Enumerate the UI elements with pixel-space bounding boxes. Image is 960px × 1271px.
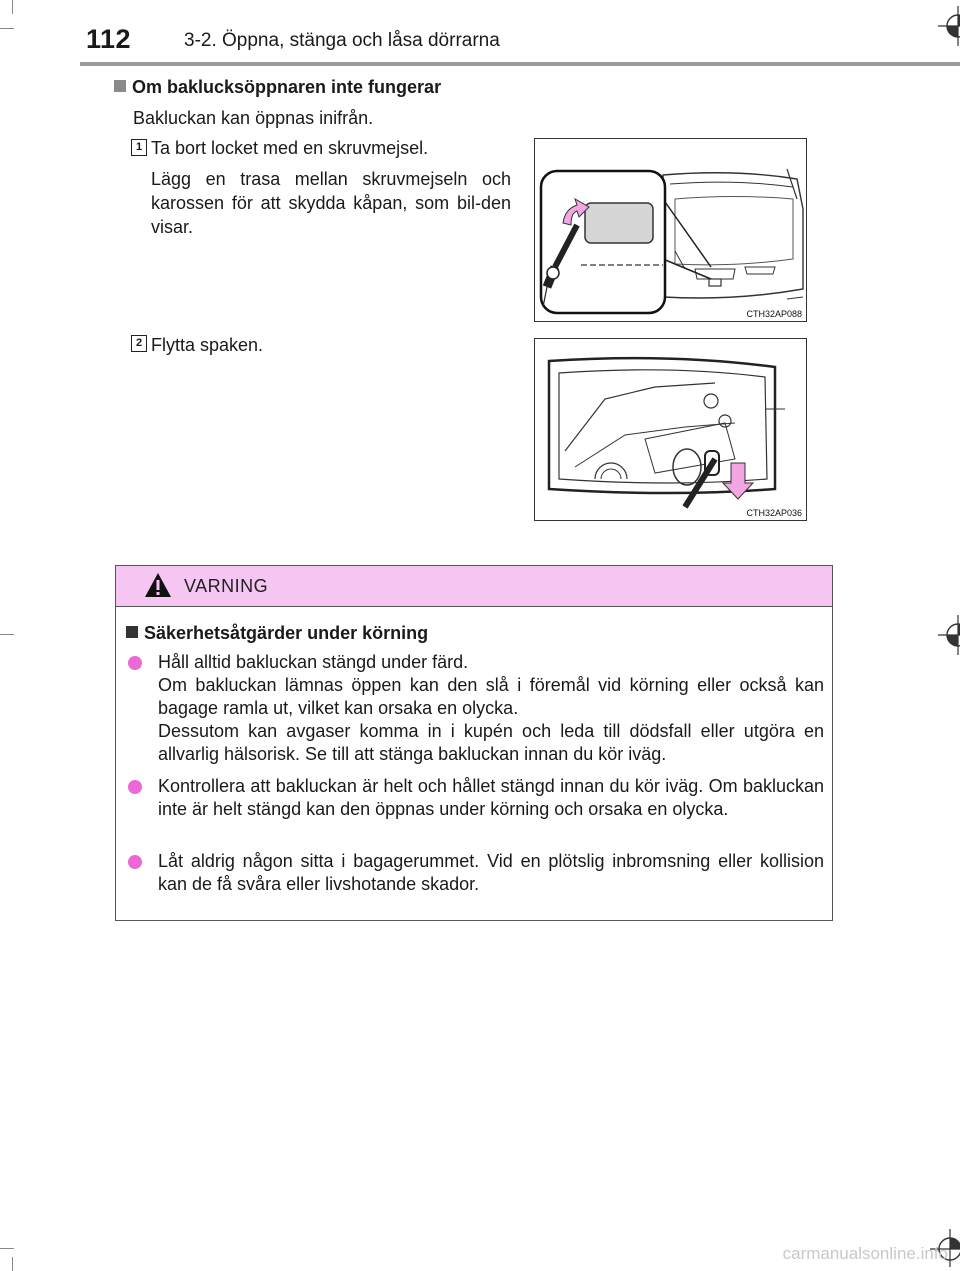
- watermark: carmanualsonline.info: [782, 1244, 948, 1263]
- crop-mark: [12, 1257, 13, 1271]
- bullet-dot-icon: [128, 780, 142, 794]
- bullet-dot-icon: [128, 855, 142, 869]
- crop-mark: [0, 28, 14, 29]
- warning-item-1: [158, 651, 824, 766]
- warning-item-2-line-1: Kontrollera att bakluckan är helt och hållet stängd innan du kör iväg. Om bakluckan inte är helt stängd kan den öppnas under körning och orsaka en olycka.: [158, 776, 824, 819]
- registration-mark-icon: [938, 615, 960, 655]
- lever-illustration: [535, 339, 806, 520]
- section-heading: [114, 77, 441, 98]
- square-bullet-icon: [126, 626, 138, 638]
- warning-item-2: [158, 775, 824, 821]
- step-number-2: 2: [131, 335, 147, 352]
- step-1-note: Lägg en trasa mellan skruvmejseln och karossen för att skydda kåpan, som bil-den visar.: [151, 169, 511, 237]
- warning-item-3: [158, 850, 824, 896]
- warning-label: VARNING: [184, 576, 269, 596]
- warning-heading: [126, 623, 428, 644]
- figure-move-lever: [534, 338, 807, 521]
- warning-item-1-line-1: Håll alltid bakluckan stängd under färd.: [158, 652, 469, 672]
- step-1-text: Ta bort locket med en skruvmejsel.: [151, 138, 429, 158]
- step-number-1: 1: [131, 139, 147, 156]
- crop-mark: [0, 1248, 14, 1249]
- bullet-dot-icon: [128, 656, 142, 670]
- section-title: 3-2. Öppna, stänga och låsa dörrarna: [184, 30, 500, 51]
- warning-heading-text: Säkerhetsåtgärder under körning: [144, 623, 429, 643]
- crop-mark: [0, 634, 14, 635]
- warning-item-1-line-2: Om bakluckan lämnas öppen kan den slå i föremål vid körning eller också kan bagage ramla ut, vilket kan orsaka en olycka.: [158, 675, 824, 718]
- crop-mark: [12, 0, 13, 14]
- section-intro: Bakluckan kan öppnas inifrån.: [133, 108, 374, 128]
- section-heading-text: Om baklucksöppnaren inte fungerar: [132, 77, 442, 97]
- figure-1-code: CTH32AP088: [746, 309, 802, 319]
- square-bullet-icon: [114, 80, 126, 92]
- page-number: 112: [86, 24, 132, 54]
- figure-2-code: CTH32AP036: [746, 508, 802, 518]
- warning-header: [116, 566, 832, 607]
- warning-box: [115, 565, 833, 921]
- figure-remove-cover: [534, 138, 807, 322]
- warning-item-1-line-3: Dessutom kan avgaser komma in i kupén och leda till dödsfall eller utgöra en allvarlig hälsorisk. Se till att stänga bakluckan innan du kör iväg.: [158, 721, 824, 764]
- registration-mark-icon: [938, 6, 960, 46]
- tailgate-illustration: [535, 139, 806, 321]
- step-2-text: Flytta spaken.: [151, 335, 264, 355]
- header-rule: [80, 62, 960, 66]
- warning-item-3-line-1: Låt aldrig någon sitta i bagagerummet. Vid en plötslig inbromsning eller kollision kan de få svåra eller livshotande skador.: [158, 851, 824, 894]
- warning-triangle-icon: [144, 572, 172, 598]
